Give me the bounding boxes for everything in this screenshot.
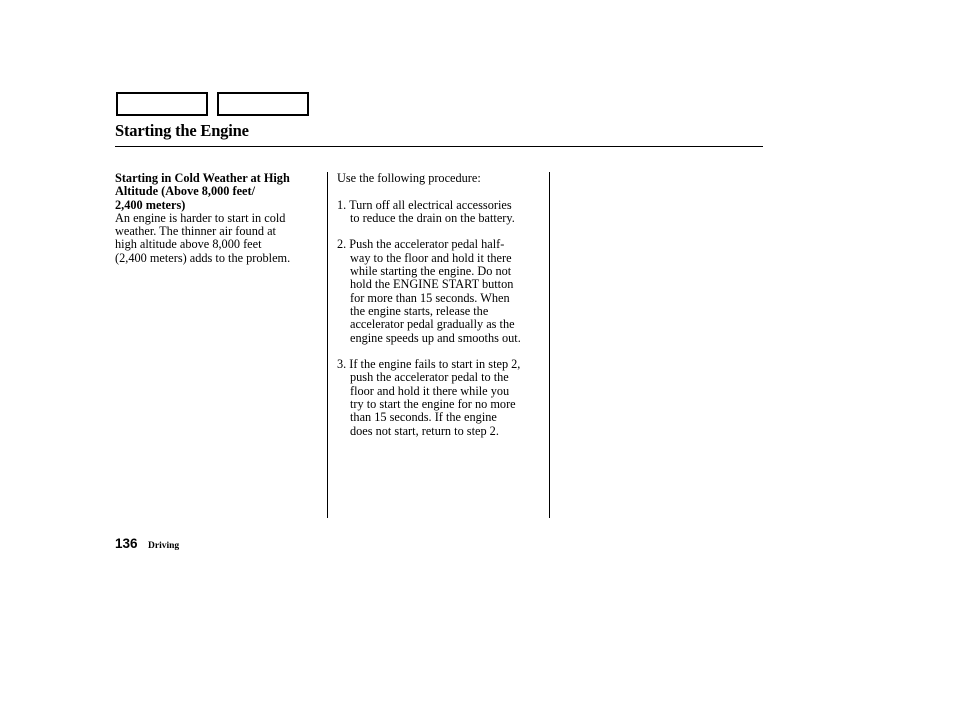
step-line: while starting the engine. Do not [350,264,512,279]
column-divider-2 [549,172,550,518]
body-line: (2,400 meters) adds to the problem. [115,250,291,265]
column-divider-1 [327,172,328,518]
section-name: Driving [148,541,180,551]
procedure-column [337,172,547,438]
step-line: to reduce the drain on the battery. [350,210,515,225]
procedure-intro: Use the following procedure: [337,171,481,185]
step-line: than 15 seconds. If the engine [350,410,497,425]
cold-weather-paragraph [115,212,320,265]
step-line: accelerator pedal gradually as the [350,317,515,332]
page-number: 136 [115,536,138,551]
body-line: high altitude above 8,000 feet [115,237,262,252]
step-line: for more than 15 seconds. When [350,290,510,305]
subheading-line: Starting in Cold Weather at High [115,171,290,185]
step-line: floor and hold it there while you [350,383,510,398]
body-line: An engine is harder to start in cold [115,210,286,225]
procedure-step-2 [337,238,547,344]
procedure-step-1 [337,199,547,226]
subheading-line: Altitude (Above 8,000 feet/ [115,184,256,199]
step-line: 3. If the engine fails to start in step 2, [337,357,521,372]
step-line: push the accelerator pedal to the [350,370,509,385]
step-line: 2. Push the accelerator pedal half- [337,237,505,252]
step-line: engine speeds up and smooths out. [350,330,521,345]
step-line: the engine starts, release the [350,303,489,318]
left-column [115,172,320,265]
step-line: hold the ENGINE START button [350,277,514,292]
step-line: way to the floor and hold it there [350,250,512,265]
subheading-line: 2,400 meters) [115,197,186,212]
step-line: try to start the engine for no more [350,397,516,412]
nav-next-button[interactable] [217,92,309,116]
nav-prev-button[interactable] [116,92,208,116]
title-divider [115,146,763,147]
page-title: Starting the Engine [115,121,249,140]
procedure-step-3 [337,358,547,438]
cold-weather-subheading [115,172,320,212]
step-line: 1. Turn off all electrical accessories [337,197,512,212]
step-line: does not start, return to step 2. [350,423,499,438]
body-line: weather. The thinner air found at [115,224,276,239]
